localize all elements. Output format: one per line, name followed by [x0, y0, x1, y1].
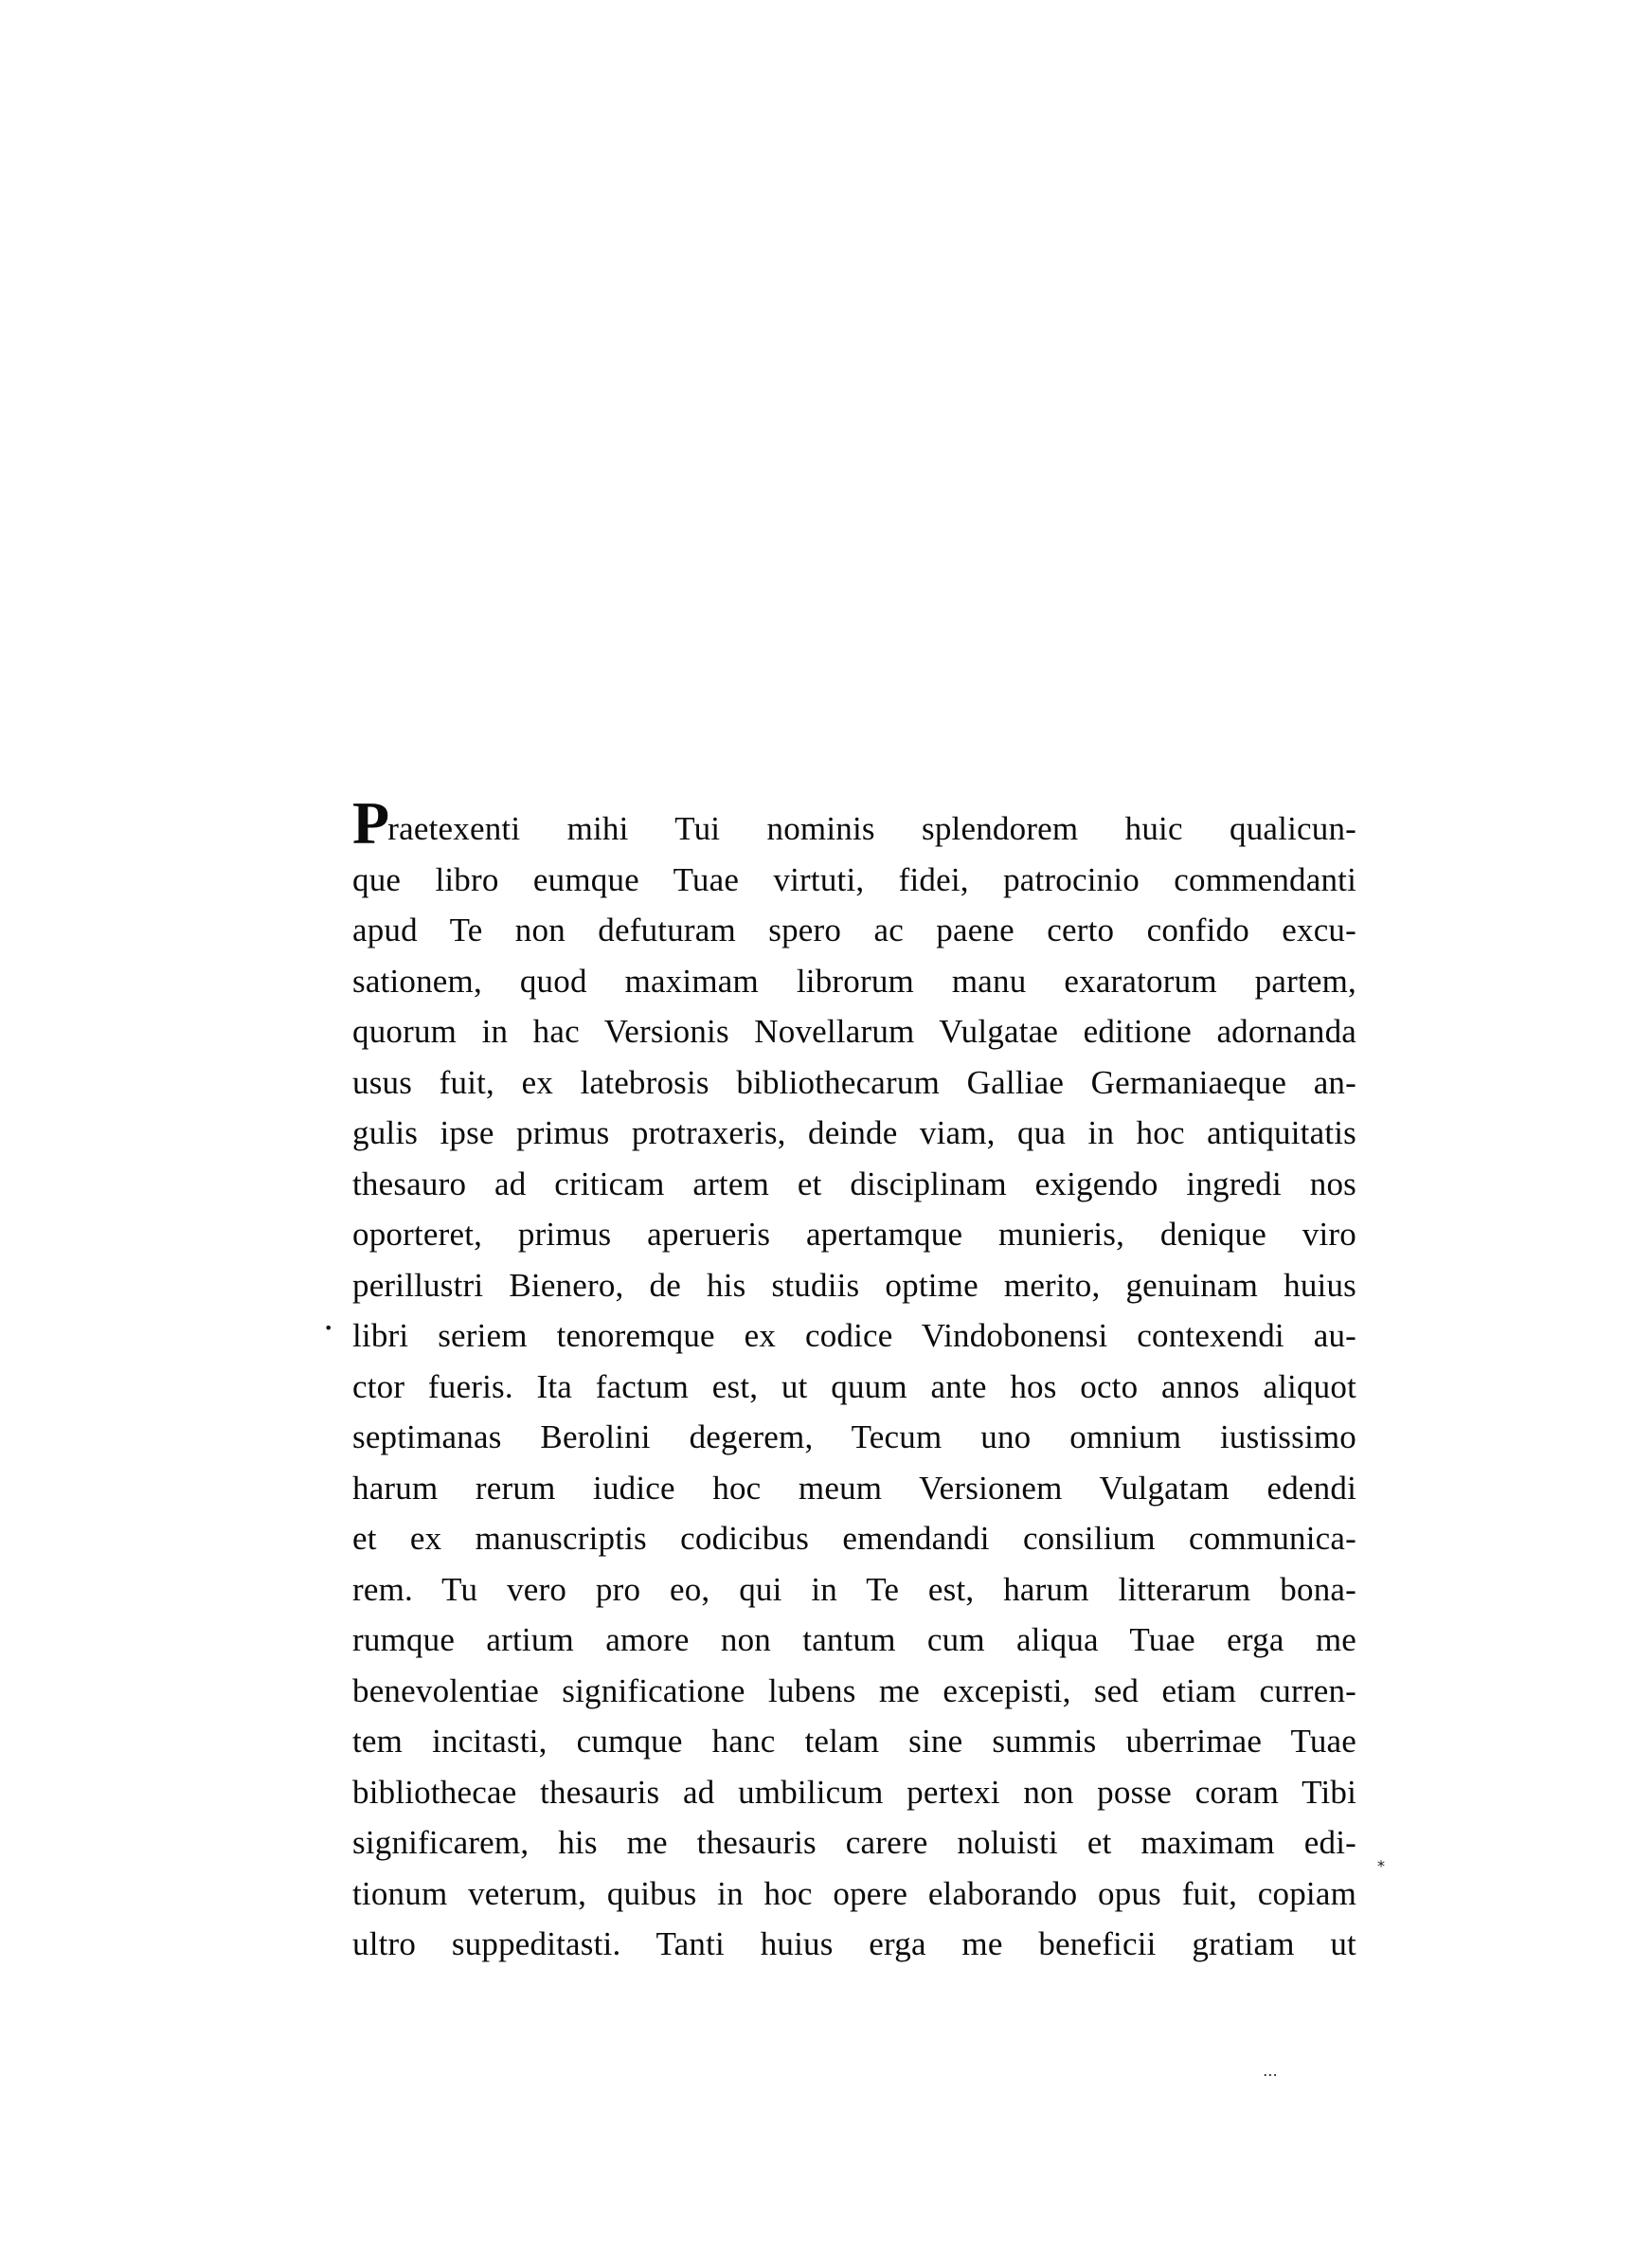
ink-speck-mark: ⁎ [1377, 1852, 1385, 1870]
text-line-1 [352, 789, 1356, 857]
text-line: rumque artium amore non tantum cum aliqua Tuae erga me [352, 1621, 1356, 1658]
text-line: significarem, his me thesauris carere noluisti et maximam edi- [352, 1824, 1356, 1861]
text-line: ultro suppeditasti. Tanti huius erga me beneficii gratiam ut [352, 1925, 1356, 1962]
text-line: ctor fueris. Ita factum est, ut quum ante hos octo annos aliquot [352, 1367, 1356, 1405]
text-line: apud Te non defuturam spero ac paene certo confido excu- [352, 912, 1356, 948]
text-line: septimanas Berolini degerem, Tecum uno omnium iustissimo [352, 1418, 1356, 1455]
ink-speck-mark: ⋯ [1263, 2066, 1280, 2084]
text-line: benevolentiae significatione lubens me excepisti, sed etiam curren- [352, 1671, 1356, 1709]
text-line: et ex manuscriptis codicibus emendandi consilium communica- [352, 1520, 1356, 1557]
text-line: rem. Tu vero pro eo, qui in Te est, harum litterarum bona- [352, 1570, 1356, 1608]
text-line: thesauro ad criticam artem et disciplinam exigendo ingredi nos [352, 1165, 1356, 1202]
text-line: bibliothecae thesauris ad umbilicum pertexi non posse coram Tibi [352, 1773, 1356, 1811]
dedication-text [352, 789, 1356, 1970]
text-line: harum rerum iudice hoc meum Versionem Vulgatam edendi [352, 1469, 1356, 1507]
text-line: quorum in hac Versionis Novellarum Vulgatae editione adornanda [352, 1013, 1356, 1050]
text-line: que libro eumque Tuae virtuti, fidei, patrocinio commendanti [352, 860, 1356, 898]
ink-speck-mark: • [324, 1319, 333, 1337]
first-line-text: raetexenti mihi Tui nominis splendorem huic qualicun- [387, 810, 1356, 847]
text-line: oporteret, primus aperueris apertamque munieris, denique viro [352, 1216, 1356, 1253]
text-line: tionum veterum, quibus in hoc opere elaborando opus fuit, copiam [352, 1874, 1356, 1912]
text-line: tem incitasti, cumque hanc telam sine summis uberrimae Tuae [352, 1723, 1356, 1760]
text-line: gulis ipse primus protraxeris, deinde viam, qua in hoc antiquitatis [352, 1114, 1356, 1151]
text-line: sationem, quod maximam librorum manu exaratorum partem, [352, 962, 1356, 1000]
drop-cap: P [352, 789, 390, 857]
text-line: perillustri Bienero, de his studiis optime merito, genuinam huius [352, 1266, 1356, 1304]
text-line: libri seriem tenoremque ex codice Vindobonensi contexendi au- [352, 1317, 1356, 1354]
text-line: usus fuit, ex latebrosis bibliothecarum Galliae Germaniaeque an- [352, 1063, 1356, 1101]
